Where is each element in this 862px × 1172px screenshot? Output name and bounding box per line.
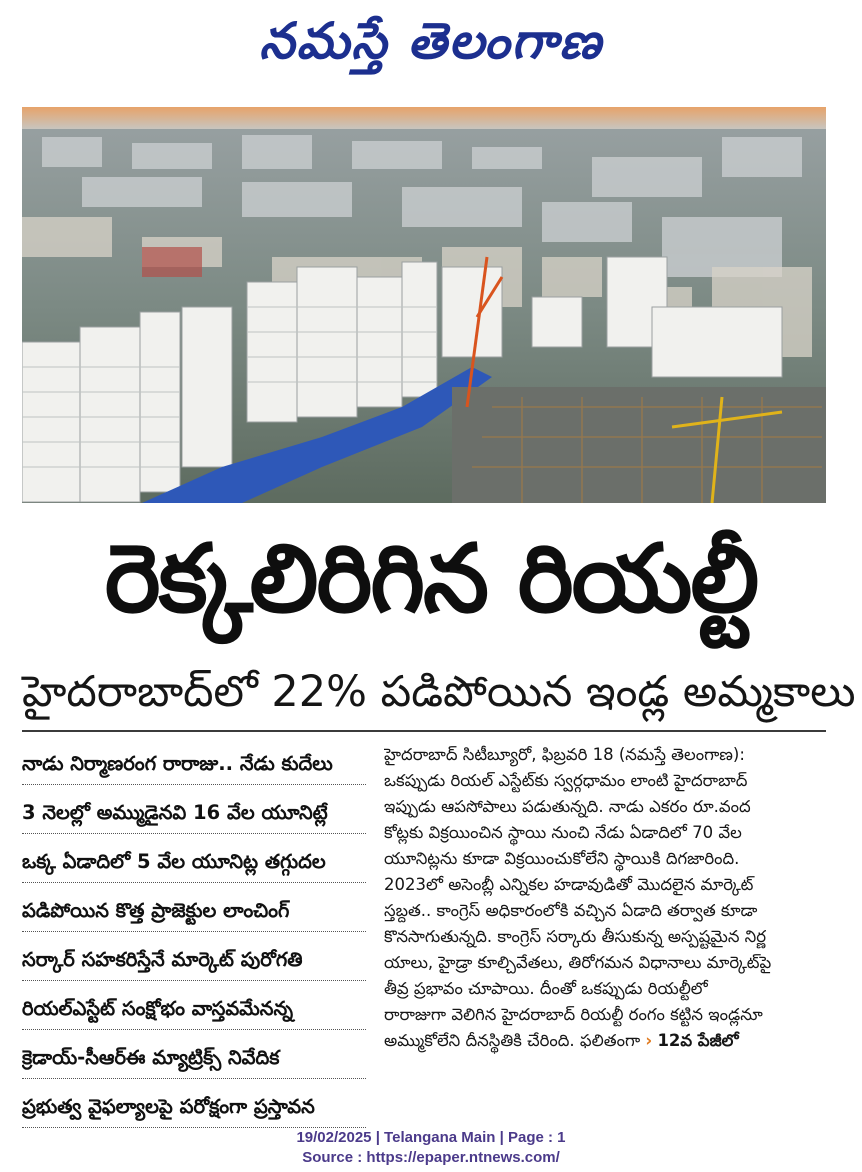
article-line: ఒకప్పుడు రియల్ ఎస్టేట్‌కు స్వర్గధామం లాంటి హైదరాబాద్ [384,771,748,790]
article-line: యాలు, హైడ్రా కూల్చివేతలు, తిరోగమన విధానాలు మార్కెట్‌పై [384,953,772,972]
masthead-title: నమస్తే తెలంగాణ [259,11,603,70]
article-line: కోట్లకు విక్రయించిన స్థాయి నుంచి నేడు ఏడాదిలో 70 వేల [384,823,742,842]
continued-arrow-icon: › [645,1031,653,1050]
article-line: యూనిట్లను కూడా విక్రయించుకోలేని స్థాయికి దిగజారింది. [384,849,740,868]
highlight-item: పడిపోయిన కొత్త ప్రాజెక్టుల లాంచింగ్ [22,891,366,932]
article-line: తీవ్ర ప్రభావం చూపాయి. దీంతో ఒకప్పుడు రియల్టీలో [384,979,708,998]
headline: రెక్కలిరిగిన రియల్టీ [104,525,758,634]
article-line: స్తబ్దత.. కాంగ్రెస్ అధికారంలోకి వచ్చిన ఏడాది తర్వాత కూడా [384,901,758,920]
article-last-line [384,1028,828,1054]
highlight-item: రియల్ఎస్టేట్ సంక్షోభం వాస్తవమేనన్న [22,989,366,1030]
article-body [384,742,828,1054]
highlight-item: ఒక్క ఏడాదిలో 5 వేల యూనిట్ల తగ్గుదల [22,842,366,883]
article-line: అమ్ముకోలేని దీనస్థితికి చేరింది. ఫలితంగా [384,1031,641,1050]
highlights-list [22,744,366,1136]
hyderabad-skyline-photo [22,107,826,503]
highlight-item: నాడు నిర్మాణరంగ రారాజు.. నేడు కుదేలు [22,744,366,785]
highlight-item: 3 నెలల్లో అమ్ముడైనవి 16 వేల యూనిట్లే [22,793,366,834]
article-line: రారాజుగా వెలిగిన హైదరాబాద్ రియల్టీ రంగం కట్టిన ఇండ్లనూ [384,1005,763,1024]
highlight-item: ప్రభుత్వ వైఫల్యాలపై పరోక్షంగా ప్రస్తావన [22,1087,366,1128]
article-line: 2023లో అసెంబ్లీ ఎన్నికల హడావుడితో మొదలైన మార్కెట్ [384,875,754,894]
article-line: హైదరాబాద్ సిటీబ్యూరో, ఫిబ్రవరి 18 (నమస్తే తెలంగాణ): [384,745,745,764]
footer [0,1128,862,1168]
continued-page-link[interactable]: 12వ పేజీలో [657,1031,739,1050]
article-line: ఇప్పుడు ఆపసోపాలు పడుతున్నది. నాడు ఎకరం రూ.వంద [384,797,751,816]
article-line: కొనసాగుతున్నది. కాంగ్రెస్ సర్కారు తీసుకున్న అస్పష్టమైన నిర్ణ [384,927,767,946]
subheadline-divider [22,730,826,732]
highlight-item: క్రెడాయ్-సీఆర్ఈ మ్యాట్రిక్స్ నివేదిక [22,1038,366,1079]
subheadline: హైదరాబాద్‌లో 22% పడిపోయిన ఇండ్ల అమ్మకాలు [22,667,856,717]
footer-edition-info: 19/02/2025 | Telangana Main | Page : 1 [296,1129,566,1146]
highlight-item: సర్కార్ సహకరిస్తేనే మార్కెట్ పురోగతి [22,940,366,981]
footer-source-link[interactable]: Source : https://epaper.ntnews.com/ [302,1149,560,1166]
